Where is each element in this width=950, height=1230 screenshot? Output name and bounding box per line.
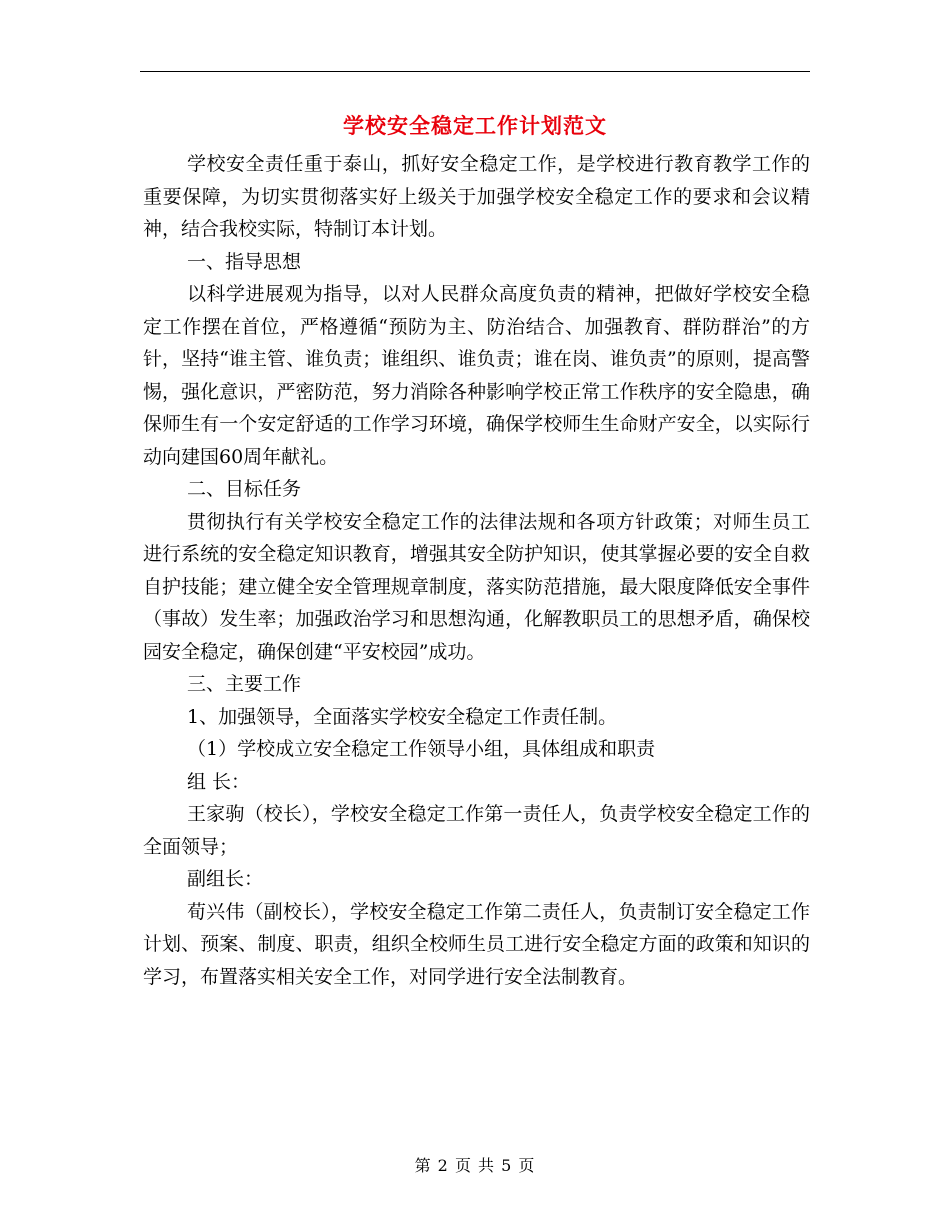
goals-paragraph: 贯彻执行有关学校安全稳定工作的法律法规和各项方针政策；对师生员工进行系统的安全稳定知识教育，增强其安全防护知识，使其掌握必要的安全自救自护技能；建立健全安全管理规章制度，落实防范措施，最大限度降低安全事件（事故）发生率；加强政治学习和思想沟通，化解教职员工的思想矛盾，确保校园安全稳定，确保创建“平安校园”成功。 <box>143 510 810 663</box>
section-heading-goals: 二、目标任务 <box>187 478 302 500</box>
section-heading-main-work: 三、主要工作 <box>187 673 302 695</box>
work-item-1: 1、加强领导，全面落实学校安全稳定工作责任制。 <box>187 705 618 728</box>
leader-label: 组 长： <box>187 770 251 793</box>
section-heading-guiding: 一、指导思想 <box>187 250 302 273</box>
page-number: 第 2 页 共 5 页 <box>414 1156 536 1175</box>
deputy-label: 副组长： <box>187 868 264 890</box>
leader-paragraph: 王家驹（校长），学校安全稳定工作第一责任人，负责学校安全稳定工作的全面领导； <box>143 803 810 858</box>
guiding-paragraph: 以科学进展观为指导，以对人民群众高度负责的精神，把做好学校安全稳定工作摆在首位，严格遵循“预防为主、防治结合、加强教育、群防群治”的方针，坚持“谁主管、谁负责；谁组织、谁负责；谁在岗、谁负责”的原则，提高警惕，强化意识，严密防范，努力消除各种影响学校正常工作秩序的安全隐患，确保师生有一个安定舒适的工作学习环境，确保学校师生生命财产安全，以实际行动向建国60周年献礼。 <box>143 283 810 468</box>
document-body <box>143 148 810 993</box>
header-rule <box>140 71 810 72</box>
intro-paragraph: 学校安全责任重于泰山，抓好安全稳定工作，是学校进行教育教学工作的重要保障，为切实贯彻落实好上级关于加强学校安全稳定工作的要求和会议精神，结合我校实际，特制订本计划。 <box>143 153 810 240</box>
work-subitem-1: （1）学校成立安全稳定工作领导小组，具体组成和职责 <box>187 738 656 760</box>
document-title: 学校安全稳定工作计划范文 <box>343 113 607 138</box>
deputy-paragraph: 荀兴伟（副校长），学校安全稳定工作第二责任人，负责制订安全稳定工作计划、预案、制度、职责，组织全校师生员工进行安全稳定方面的政策和知识的学习，布置落实相关安全工作，对同学进行安全法制教育。 <box>143 900 810 988</box>
